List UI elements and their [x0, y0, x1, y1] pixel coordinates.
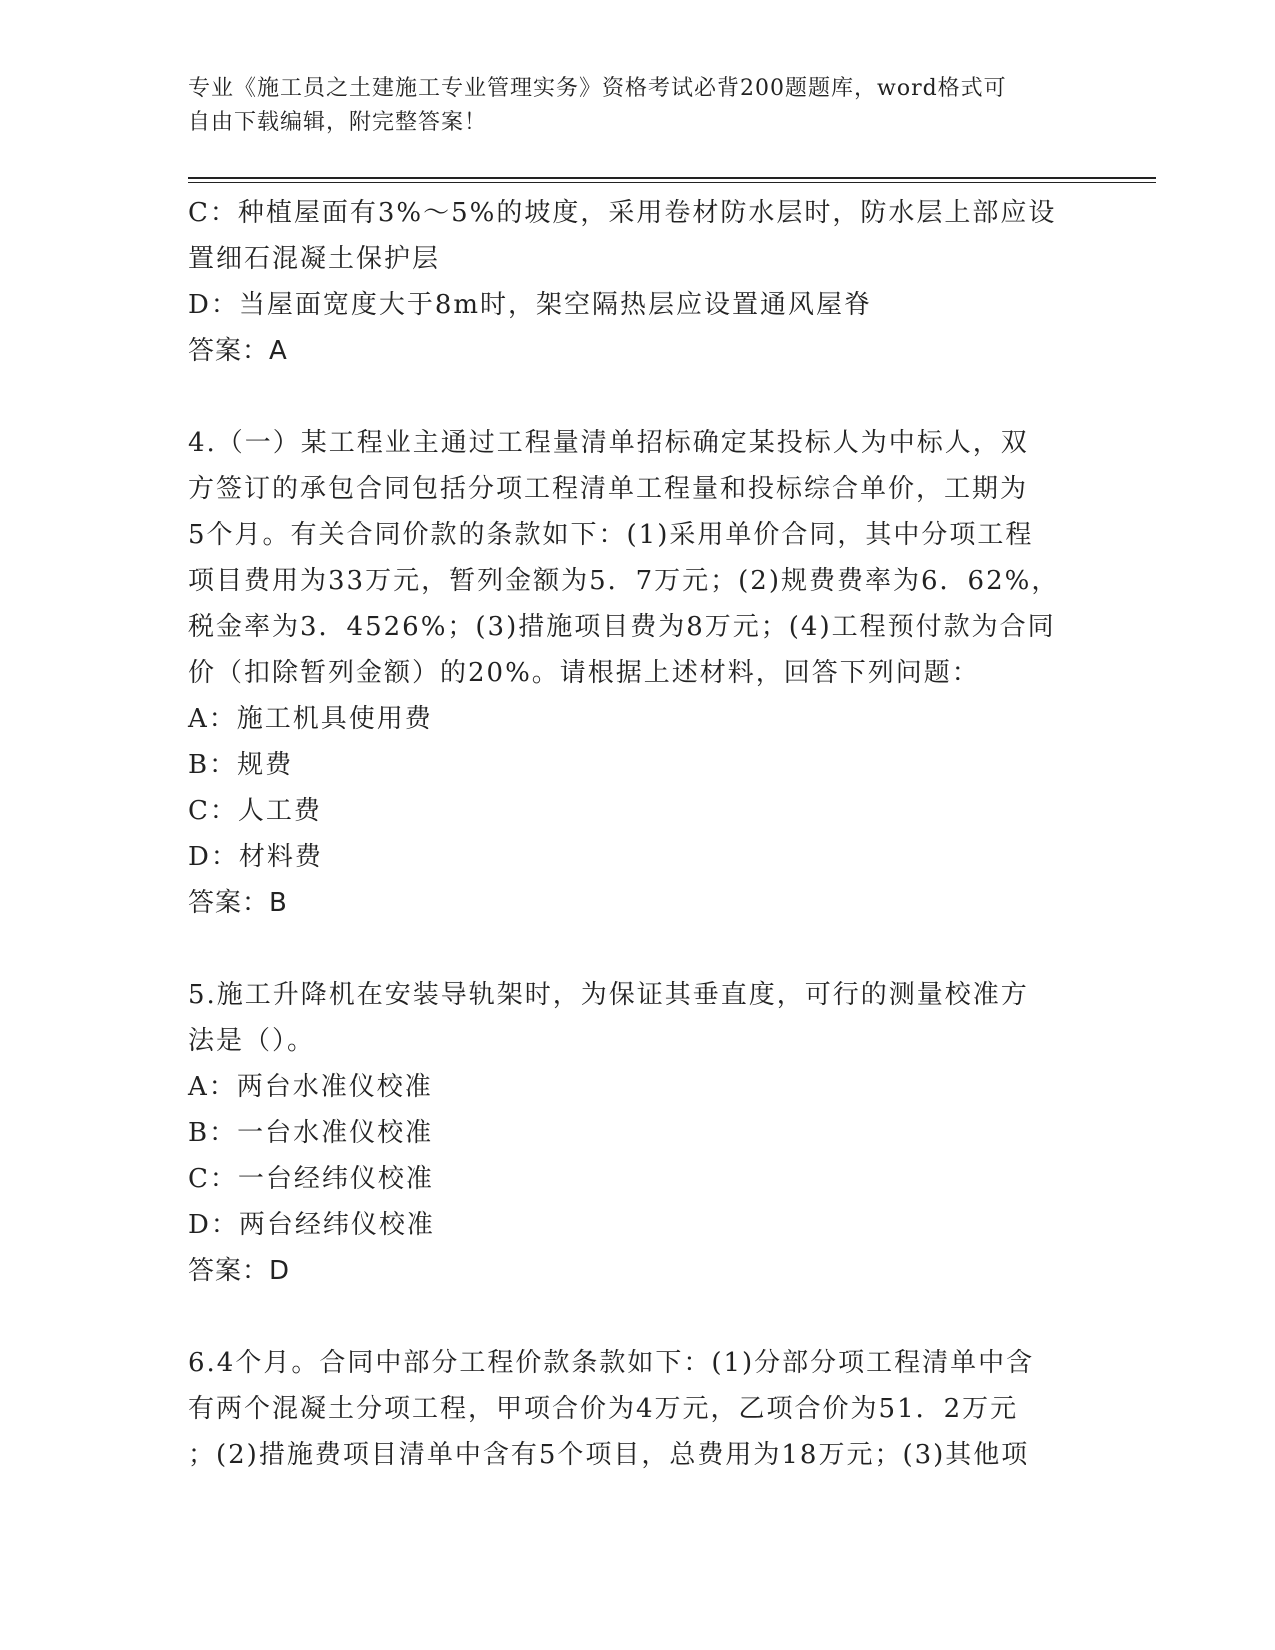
header-title-line-2: 自由下载编辑，附完整答案！ [188, 110, 488, 135]
spacer [188, 374, 1088, 420]
q3-answer: 答案：A [188, 336, 288, 366]
question-4 [188, 420, 1088, 926]
q5-stem-line: 5.施工升降机在安装导轨架时，为保证其垂直度，可行的测量校准方 [188, 980, 1029, 1010]
q6-stem-line: 6.4个月。合同中部分工程价款条款如下：(1)分部分项工程清单中含 [188, 1348, 1035, 1378]
q4-stem-line: 4.（一）某工程业主通过工程量清单招标确定某投标人为中标人，双 [188, 428, 1029, 458]
spacer [188, 926, 1088, 972]
question-5 [188, 972, 1088, 1294]
q4-stem-line: 方签订的承包合同包括分项工程清单工程量和投标综合单价，工期为 [188, 474, 1029, 504]
spacer [188, 1294, 1088, 1340]
header-title-line-1: 专业《施工员之土建施工专业管理实务》资格考试必背200题题库，word格式可 [188, 76, 1007, 101]
question-6 [188, 1340, 1088, 1478]
document-body [188, 190, 1088, 1478]
q5-answer: 答案：D [188, 1256, 291, 1286]
q5-stem-line: 法是（）。 [188, 1026, 316, 1056]
q4-option-c: C：人工费 [188, 796, 322, 826]
q3-option-c-line-1: C：种植屋面有3%～5%的坡度，采用卷材防水层时，防水层上部应设 [188, 198, 1057, 228]
question-3-tail [188, 190, 1088, 374]
q3-option-d: D：当屋面宽度大于8m时，架空隔热层应设置通风屋脊 [188, 290, 873, 320]
q4-option-a: A：施工机具使用费 [188, 704, 433, 734]
q4-answer: 答案：B [188, 888, 288, 918]
page-header [188, 72, 1068, 140]
q5-option-c: C：一台经纬仪校准 [188, 1164, 434, 1194]
header-divider [188, 177, 1156, 183]
q6-stem-line: ；(2)措施费项目清单中含有5个项目，总费用为18万元；(3)其他项 [188, 1440, 1030, 1470]
q5-option-b: B：一台水准仪校准 [188, 1118, 434, 1148]
q4-stem-line: 5个月。有关合同价款的条款如下：(1)采用单价合同，其中分项工程 [188, 520, 1034, 550]
q3-option-c-line-2: 置细石混凝土保护层 [188, 244, 441, 274]
q5-option-d: D：两台经纬仪校准 [188, 1210, 435, 1240]
q4-stem-line: 项目费用为33万元，暂列金额为5．7万元；(2)规费费率为6．62%， [188, 566, 1060, 596]
q5-option-a: A：两台水准仪校准 [188, 1072, 433, 1102]
q4-option-b: B：规费 [188, 750, 294, 780]
q4-stem-line: 价（扣除暂列金额）的20%。请根据上述材料，回答下列问题： [188, 658, 980, 688]
q4-option-d: D：材料费 [188, 842, 323, 872]
q6-stem-line: 有两个混凝土分项工程，甲项合价为4万元，乙项合价为51．2万元 [188, 1394, 1019, 1424]
q4-stem-line: 税金率为3．4526%；(3)措施项目费为8万元；(4)工程预付款为合同 [188, 612, 1056, 642]
